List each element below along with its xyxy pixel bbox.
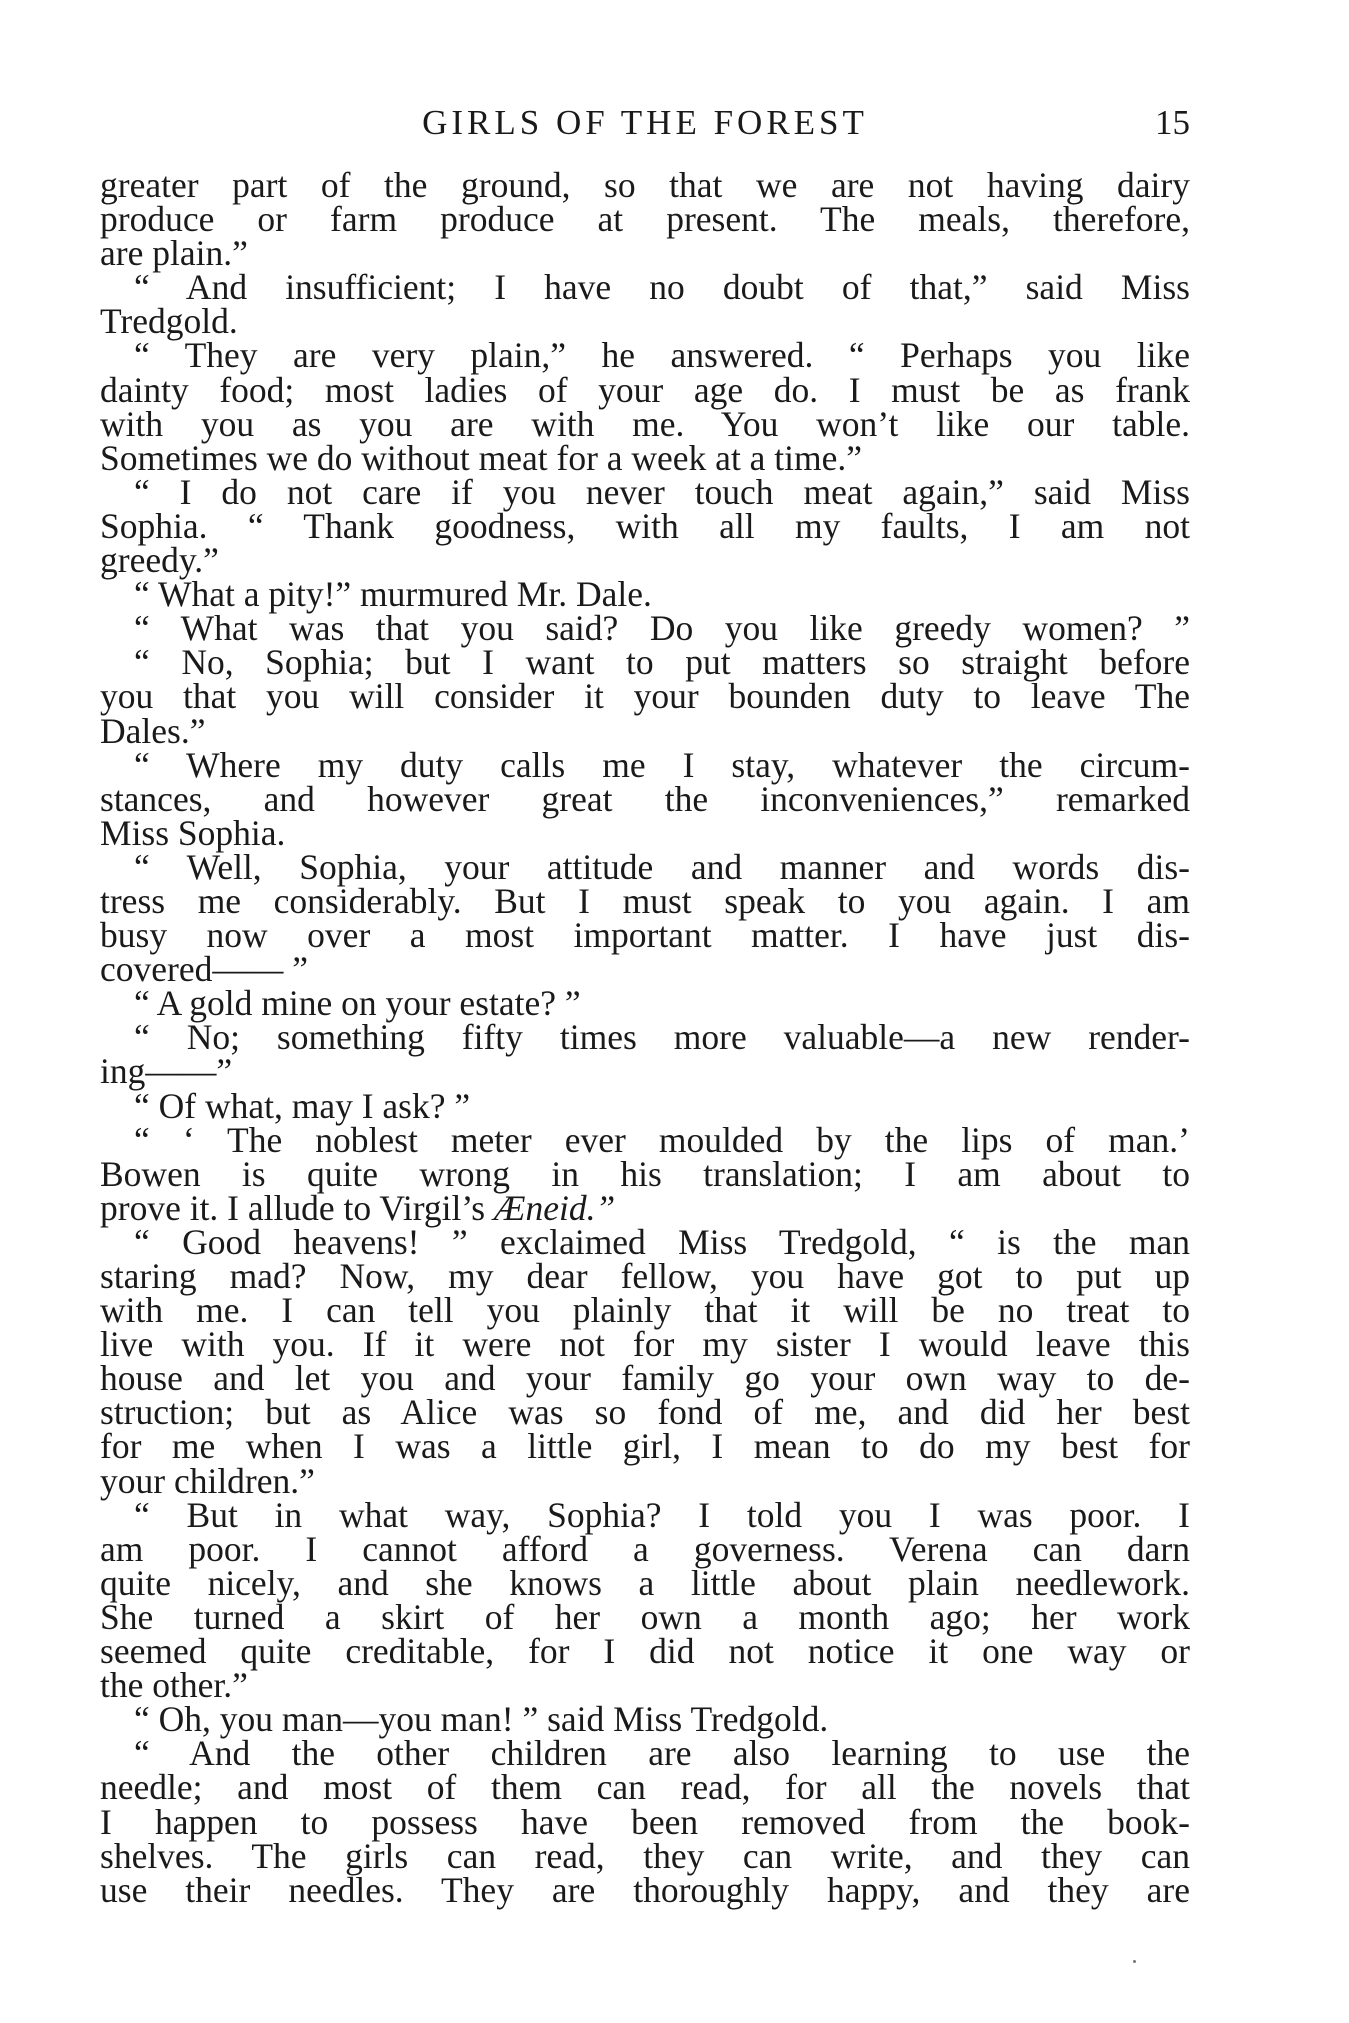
page-number: 15 <box>1155 103 1190 142</box>
italic-title: Æneid.” <box>493 1187 616 1228</box>
text-line <box>100 1358 1190 1399</box>
line-text: “ But in what way, Sophia? I told you I was poor. I <box>134 1494 1190 1535</box>
line-text: tress me considerably. But I must speak to you again. I am <box>100 880 1190 921</box>
line-text: “ Good heavens! ” exclaimed Miss Tredgold, “ is the man <box>134 1221 1190 1262</box>
text-line <box>100 1699 1190 1740</box>
line-text: “ Well, Sophia, your attitude and manner and words dis- <box>134 846 1190 887</box>
line-text: Sophia. “ Thank goodness, with all my faults, I am not <box>100 505 1190 546</box>
running-title: GIRLS OF THE FOREST <box>422 103 868 142</box>
line-text: your children.” <box>100 1460 315 1501</box>
text-line <box>100 949 1190 990</box>
line-text: Sometimes we do without meat for a week at a time.” <box>100 437 863 478</box>
text-line <box>100 1631 1190 1672</box>
text-line <box>100 1426 1190 1467</box>
line-text: greedy.” <box>100 540 219 581</box>
text-line <box>100 812 1190 853</box>
text-line <box>100 1665 1190 1706</box>
line-text: “ I do not care if you never touch meat again,” said Miss <box>134 471 1190 512</box>
text-line <box>100 369 1190 410</box>
line-text: “ Oh, you man—you man! ” said Miss Tredgold. <box>134 1699 829 1740</box>
line-text: “ Where my duty calls me I stay, whatever the circum- <box>134 744 1190 785</box>
text-line <box>100 1187 1190 1228</box>
text-line <box>100 1290 1190 1331</box>
text-line <box>100 608 1190 649</box>
text-line <box>100 574 1190 615</box>
line-text: “ And insufficient; I have no doubt of that,” said Miss <box>134 267 1190 308</box>
text-line <box>100 1801 1190 1842</box>
line-text: for me when I was a little girl, I mean to do my best for <box>100 1426 1190 1467</box>
line-text: busy now over a most important matter. I have just dis- <box>100 915 1190 956</box>
line-text: Dales.” <box>100 710 206 751</box>
text-line <box>100 1733 1190 1774</box>
line-text: “ What was that you said? Do you like greedy women? ” <box>134 608 1190 649</box>
text-line <box>100 710 1190 751</box>
line-text: the other.” <box>100 1665 248 1706</box>
line-text: covered—— ” <box>100 949 308 990</box>
text-line <box>100 505 1190 546</box>
text-line <box>100 540 1190 581</box>
text-line <box>100 1221 1190 1262</box>
text-line <box>100 1119 1190 1160</box>
line-text: staring mad? Now, my dear fellow, you have got to put up <box>100 1256 1190 1296</box>
text-line <box>100 1835 1190 1876</box>
text-line <box>100 1153 1190 1194</box>
line-text: “ A gold mine on your estate? ” <box>134 983 581 1024</box>
line-text: stances, and however great the inconveniences,” remarked <box>100 778 1190 819</box>
line-text: needle; and most of them can read, for all the novels that <box>100 1767 1190 1808</box>
body-text <box>100 165 1190 1910</box>
text-line <box>100 1324 1190 1365</box>
line-text: “ They are very plain,” he answered. “ Perhaps you like <box>134 335 1190 376</box>
line-text: She turned a skirt of her own a month ago; her work <box>100 1596 1190 1637</box>
text-line <box>100 744 1190 785</box>
running-head <box>100 100 1190 146</box>
text-line <box>100 1051 1190 1092</box>
text-line <box>100 471 1190 512</box>
line-text: you that you will consider it your bounden duty to leave The <box>100 676 1190 717</box>
line-text: “ ‘ The noblest meter ever moulded by the lips of man.’ <box>134 1119 1190 1160</box>
text-line <box>100 1017 1190 1058</box>
text-line <box>100 403 1190 444</box>
text-line <box>100 199 1190 240</box>
text-line <box>100 983 1190 1024</box>
line-text: seemed quite creditable, for I did not notice it one way or <box>100 1631 1190 1672</box>
text-line <box>100 1256 1190 1296</box>
text-line <box>100 1596 1190 1637</box>
text-line <box>100 1869 1190 1910</box>
line-text: “ And the other children are also learning to use the <box>134 1733 1190 1774</box>
text-line <box>100 778 1190 819</box>
text-line <box>100 676 1190 717</box>
line-text: Bowen is quite wrong in his translation; I am about to <box>100 1153 1190 1194</box>
text-line <box>100 267 1190 308</box>
line-text: house and let you and your family go your own way to de- <box>100 1358 1190 1399</box>
text-line <box>100 233 1190 274</box>
line-text: “ No, Sophia; but I want to put matters so straight before <box>134 642 1190 683</box>
text-line <box>100 1392 1190 1433</box>
line-text: quite nicely, and she knows a little about plain needlework. <box>100 1562 1190 1603</box>
line-text: struction; but as Alice was so fond of me, and did her best <box>100 1392 1190 1433</box>
text-line <box>100 301 1190 342</box>
line-text: use their needles. They are thoroughly happy, and they are <box>100 1869 1190 1910</box>
line-text: prove it. I allude to Virgil’s <box>100 1187 494 1228</box>
text-line <box>100 335 1190 376</box>
line-text: ing——” <box>100 1051 233 1092</box>
text-line <box>100 1494 1190 1535</box>
line-text: with me. I can tell you plainly that it will be no treat to <box>100 1290 1190 1331</box>
line-text: Miss Sophia. <box>100 812 286 853</box>
text-line <box>100 437 1190 478</box>
line-text: dainty food; most ladies of your age do. I must be as frank <box>100 369 1190 410</box>
text-line <box>100 915 1190 956</box>
text-line <box>100 880 1190 921</box>
line-text: produce or farm produce at present. The meals, therefore, <box>100 199 1190 240</box>
text-line <box>100 642 1190 683</box>
line-text: Tredgold. <box>100 301 238 342</box>
line-text: are plain.” <box>100 233 248 274</box>
line-text: shelves. The girls can read, they can write, and they can <box>100 1835 1190 1876</box>
line-text: greater part of the ground, so that we are not having dairy <box>100 165 1190 205</box>
line-text: live with you. If it were not for my sister I would leave this <box>100 1324 1190 1365</box>
text-line <box>100 846 1190 887</box>
text-line <box>100 1562 1190 1603</box>
line-text: “ What a pity!” murmured Mr. Dale. <box>134 574 652 615</box>
line-text: “ No; something fifty times more valuable—a new render- <box>134 1017 1190 1058</box>
line-text: am poor. I cannot afford a governess. Verena can darn <box>100 1528 1190 1569</box>
text-line <box>100 1085 1190 1126</box>
line-text: I happen to possess have been removed from the book- <box>100 1801 1190 1842</box>
text-line <box>100 1767 1190 1808</box>
text-line <box>100 1528 1190 1569</box>
paper-speck <box>1133 1960 1136 1963</box>
text-line <box>100 1460 1190 1501</box>
text-line <box>100 165 1190 205</box>
line-text: with you as you are with me. You won’t like our table. <box>100 403 1190 444</box>
line-text: “ Of what, may I ask? ” <box>134 1085 471 1126</box>
